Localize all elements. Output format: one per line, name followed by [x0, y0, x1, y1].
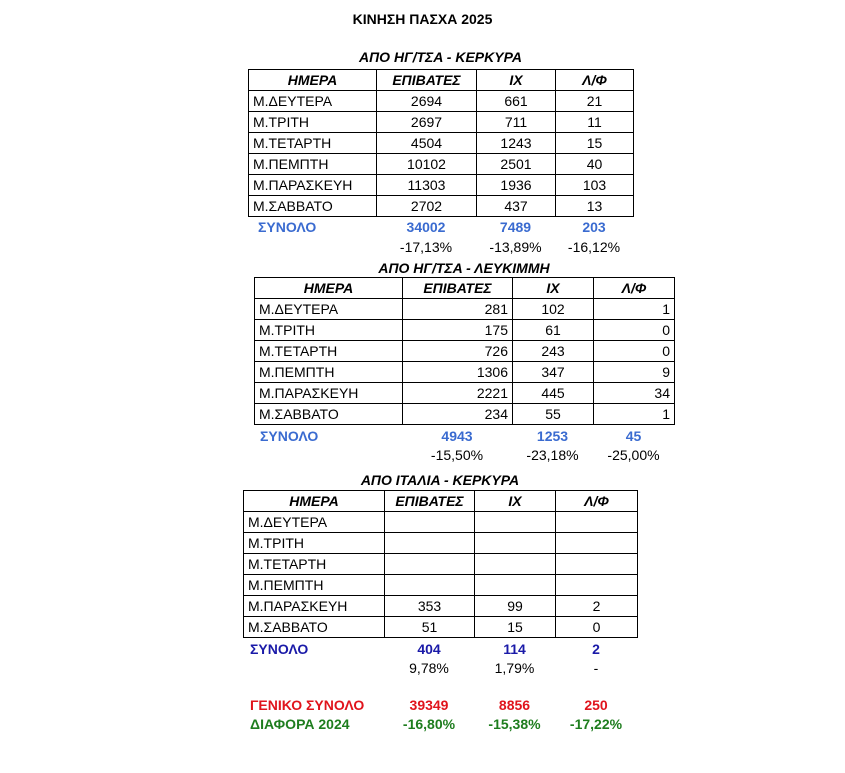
total-cars: 114 [503, 641, 526, 657]
day-cell: Μ.ΔΕΥΤΕΡΑ [244, 512, 385, 533]
day-cell: Μ.ΠΑΡΑΣΚΕΥΗ [255, 383, 403, 404]
total-trucks: 2 [592, 641, 600, 657]
cars-cell [475, 533, 556, 554]
cars-cell: 99 [475, 596, 556, 617]
passengers-cell: 726 [403, 341, 513, 362]
cars-cell: 61 [513, 320, 594, 341]
passengers-cell [385, 575, 475, 596]
table-header-row [255, 278, 675, 299]
cars-cell: 102 [513, 299, 594, 320]
trucks-cell: 21 [556, 91, 634, 112]
day-cell: Μ.ΤΡΙΤΗ [255, 320, 403, 341]
cars-cell: 15 [475, 617, 556, 638]
header-day: ΗΜΕΡΑ [244, 491, 385, 512]
table-row [249, 133, 634, 154]
header-passengers: ΕΠΙΒΑΤΕΣ [403, 278, 513, 299]
table-row [244, 533, 638, 554]
header-cars: ΙΧ [475, 491, 556, 512]
passengers-cell: 11303 [377, 175, 477, 196]
pct-cars: -23,18% [526, 447, 579, 463]
total-passengers: 404 [417, 641, 441, 657]
table-row [255, 383, 675, 404]
day-cell: Μ.ΠΑΡΑΣΚΕΥΗ [249, 175, 377, 196]
cars-cell [475, 512, 556, 533]
table-row [244, 596, 638, 617]
cars-cell: 55 [513, 404, 594, 425]
passengers-cell [385, 512, 475, 533]
pct-cars: -13,89% [489, 239, 542, 255]
table-italia-kerkyra [243, 490, 638, 638]
header-day: ΗΜΕΡΑ [255, 278, 403, 299]
trucks-cell: 13 [556, 196, 634, 217]
table-row [249, 175, 634, 196]
cars-cell: 437 [477, 196, 556, 217]
pct-trucks: -25,00% [607, 447, 660, 463]
total-label: ΣΥΝΟΛΟ [258, 219, 317, 235]
passengers-cell: 2702 [377, 196, 477, 217]
day-cell: Μ.ΔΕΥΤΕΡΑ [255, 299, 403, 320]
day-cell: Μ.ΠΕΜΠΤΗ [255, 362, 403, 383]
day-cell: Μ.ΤΕΤΑΡΤΗ [255, 341, 403, 362]
diff-2024-label: ΔΙΑΦΟΡΑ 2024 [250, 716, 350, 732]
table-row [255, 341, 675, 362]
day-cell: Μ.ΣΑΒΒΑΤΟ [249, 196, 377, 217]
trucks-cell: 11 [556, 112, 634, 133]
trucks-cell: 103 [556, 175, 634, 196]
cars-cell: 1936 [477, 175, 556, 196]
pct-cars: 1,79% [494, 660, 535, 676]
passengers-cell [385, 533, 475, 554]
total-trucks: 203 [582, 219, 606, 235]
grand-total-passengers: 39349 [409, 697, 449, 713]
diff-2024-passengers: -16,80% [402, 716, 456, 732]
passengers-cell: 4504 [377, 133, 477, 154]
trucks-cell: 0 [594, 320, 675, 341]
pct-passengers: -15,50% [430, 447, 484, 463]
day-cell: Μ.ΤΡΙΤΗ [249, 112, 377, 133]
grand-total-cars: 8856 [498, 697, 531, 713]
table-row [249, 154, 634, 175]
passengers-cell: 2697 [377, 112, 477, 133]
passengers-cell [385, 554, 475, 575]
grand-total-trucks: 250 [584, 697, 608, 713]
table-row [244, 554, 638, 575]
cars-cell: 347 [513, 362, 594, 383]
day-cell: Μ.ΣΑΒΒΑΤΟ [244, 617, 385, 638]
header-trucks: Λ/Φ [594, 278, 675, 299]
table-header-row [249, 70, 634, 91]
cars-cell [475, 575, 556, 596]
trucks-cell: 1 [594, 404, 675, 425]
table-igoumenitsa-lefkimmi [254, 277, 675, 425]
passengers-cell: 1306 [403, 362, 513, 383]
table-row [255, 299, 675, 320]
cars-cell [475, 554, 556, 575]
header-passengers: ΕΠΙΒΑΤΕΣ [385, 491, 475, 512]
day-cell: Μ.ΤΡΙΤΗ [244, 533, 385, 554]
pct-trucks: - [593, 660, 599, 676]
page-title: ΚΙΝΗΣΗ ΠΑΣΧΑ 2025 [352, 11, 493, 27]
total-cars: 7489 [499, 219, 532, 235]
trucks-cell: 0 [556, 617, 638, 638]
pct-trucks: -16,12% [567, 239, 621, 255]
passengers-cell: 175 [403, 320, 513, 341]
cars-cell: 1243 [477, 133, 556, 154]
trucks-cell: 34 [594, 383, 675, 404]
table-row [244, 575, 638, 596]
section-title-igoumenitsa-lefkimmi: ΑΠΟ ΗΓ/ΤΣΑ - ΛΕΥΚΙΜΜΗ [378, 260, 550, 276]
trucks-cell [556, 554, 638, 575]
trucks-cell: 1 [594, 299, 675, 320]
day-cell: Μ.ΣΑΒΒΑΤΟ [255, 404, 403, 425]
table-row [244, 512, 638, 533]
total-cars: 1253 [536, 428, 569, 444]
passengers-cell: 281 [403, 299, 513, 320]
pct-passengers: -17,13% [399, 239, 453, 255]
table-row [249, 112, 634, 133]
trucks-cell [556, 512, 638, 533]
table-header-row [244, 491, 638, 512]
total-label: ΣΥΝΟΛΟ [260, 428, 319, 444]
trucks-cell: 9 [594, 362, 675, 383]
header-trucks: Λ/Φ [556, 491, 638, 512]
passengers-cell: 2221 [403, 383, 513, 404]
grand-total-label: ΓΕΝΙΚΟ ΣΥΝΟΛΟ [250, 697, 365, 713]
day-cell: Μ.ΤΕΤΑΡΤΗ [249, 133, 377, 154]
total-trucks: 45 [625, 428, 642, 444]
cars-cell: 661 [477, 91, 556, 112]
header-trucks: Λ/Φ [556, 70, 634, 91]
diff-2024-cars: -15,38% [488, 716, 541, 732]
passengers-cell: 51 [385, 617, 475, 638]
table-row [249, 91, 634, 112]
table-row [255, 362, 675, 383]
total-passengers: 34002 [406, 219, 446, 235]
cars-cell: 445 [513, 383, 594, 404]
table-row [255, 404, 675, 425]
day-cell: Μ.ΠΑΡΑΣΚΕΥΗ [244, 596, 385, 617]
section-title-italia-kerkyra: ΑΠΟ ΙΤΑΛΙΑ - ΚΕΡΚΥΡΑ [360, 472, 520, 488]
total-passengers: 4943 [441, 428, 473, 444]
header-cars: ΙΧ [513, 278, 594, 299]
table-row [249, 196, 634, 217]
trucks-cell [556, 533, 638, 554]
day-cell: Μ.ΠΕΜΠΤΗ [244, 575, 385, 596]
passengers-cell: 10102 [377, 154, 477, 175]
trucks-cell [556, 575, 638, 596]
passengers-cell: 234 [403, 404, 513, 425]
diff-2024-trucks: -17,22% [569, 716, 623, 732]
day-cell: Μ.ΔΕΥΤΕΡΑ [249, 91, 377, 112]
passengers-cell: 353 [385, 596, 475, 617]
total-label: ΣΥΝΟΛΟ [250, 641, 309, 657]
table-igoumenitsa-kerkyra [248, 69, 634, 217]
trucks-cell: 40 [556, 154, 634, 175]
trucks-cell: 2 [556, 596, 638, 617]
cars-cell: 2501 [477, 154, 556, 175]
cars-cell: 243 [513, 341, 594, 362]
trucks-cell: 0 [594, 341, 675, 362]
section-title-igoumenitsa-kerkyra: ΑΠΟ ΗΓ/ΤΣΑ - ΚΕΡΚΥΡΑ [359, 49, 522, 65]
table-row [244, 617, 638, 638]
cars-cell: 711 [477, 112, 556, 133]
header-day: ΗΜΕΡΑ [249, 70, 377, 91]
day-cell: Μ.ΠΕΜΠΤΗ [249, 154, 377, 175]
pct-passengers: 9,78% [409, 660, 449, 676]
day-cell: Μ.ΤΕΤΑΡΤΗ [244, 554, 385, 575]
table-row [255, 320, 675, 341]
header-passengers: ΕΠΙΒΑΤΕΣ [377, 70, 477, 91]
header-cars: ΙΧ [477, 70, 556, 91]
passengers-cell: 2694 [377, 91, 477, 112]
trucks-cell: 15 [556, 133, 634, 154]
